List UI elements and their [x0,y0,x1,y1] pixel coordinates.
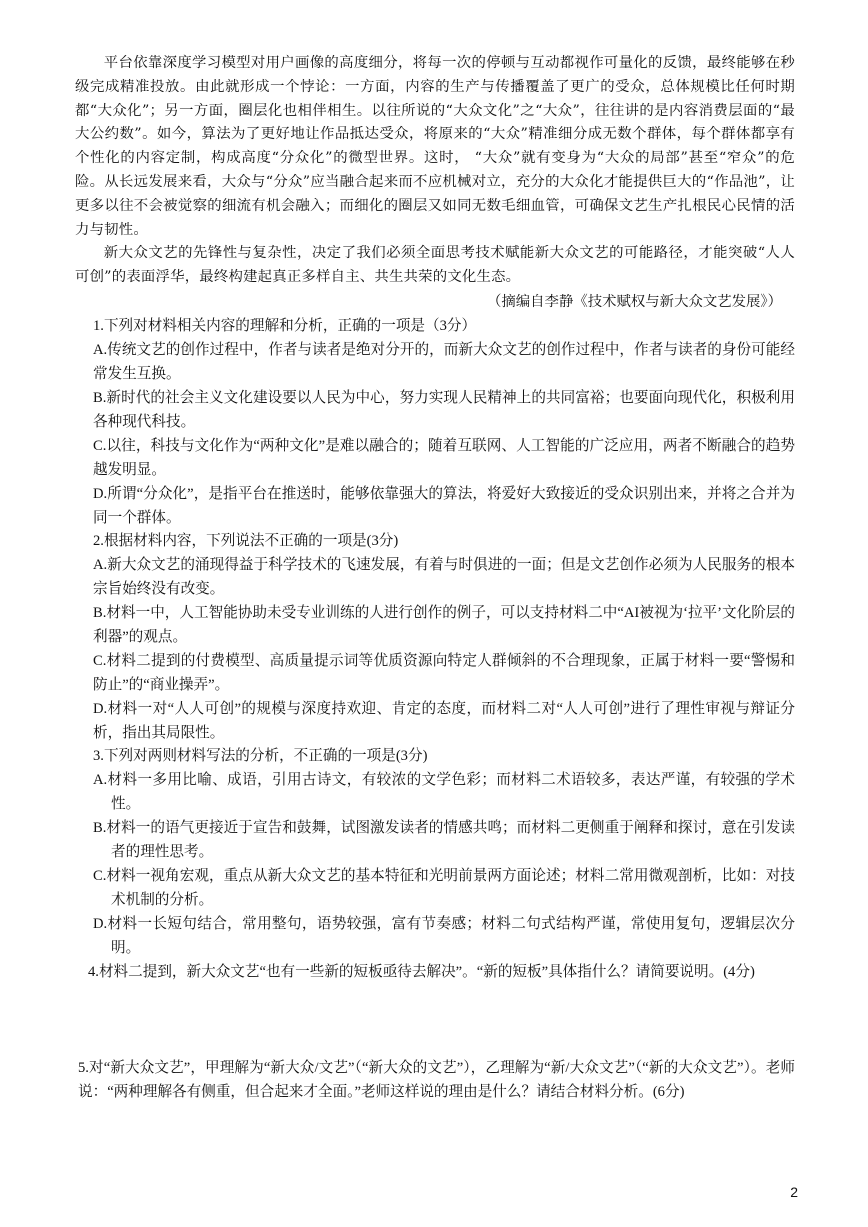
question-3-option-c: C.材料一视角宏观，重点从新大众文艺的基本特征和光明前景两方面论述；材料二常用微观剖析，比如：对技术机制的分析。 [93,868,795,908]
question-3-option-d: D.材料一长短句结合，常用整句，语势较强，富有节奏感；材料二句式结构严谨，常使用复句，逻辑层次分明。 [93,916,795,956]
question-2-option-c: C.材料二提到的付费模型、高质量提示词等优质资源向特定人群倾斜的不合理现象，正属于材料一要“警惕和防止”的“商业操弄”。 [93,653,795,693]
page-number: 2 [790,1184,798,1200]
passage-source: （摘编自李静《技术赋权与新大众文艺发展》） [486,294,782,310]
question-1-option-b: B.新时代的社会主义文化建设要以人民为中心，努力实现人民精神上的共同富裕；也要面向现代化，积极利用各种现代科技。 [93,390,795,430]
question-4-stem: 4.材料二提到，新大众文艺“也有一些新的短板亟待去解决”。“新的短板”具体指什么？请简要说明。(4分) [88,964,755,980]
question-5-stem: 5.对“新大众文艺”，甲理解为“新大众/文艺”（“新大众的文艺”），乙理解为“新/大众文艺”（“新的大众文艺”）。老师说：“两种理解各有侧重，但合起来才全面。”老师这样说的理由是什么？请结合材料分析。(6分) [78,1060,795,1100]
question-2-stem: 2.根据材料内容，下列说法不正确的一项是(3分) [93,533,399,549]
question-2-option-d: D.材料一对“人人可创”的规模与深度持欢迎、肯定的态度，而材料二对“人人可创”进行了理性审视与辩证分析，指出其局限性。 [93,701,795,741]
question-3-option-b: B.材料一的语气更接近于宣告和鼓舞，试图激发读者的情感共鸣；而材料二更侧重于阐释和探讨，意在引发读者的理性思考。 [93,820,795,860]
question-1-option-c: C.以往，科技与文化作为“两种文化”是难以融合的；随着互联网、人工智能的广泛应用，两者不断融合的趋势越发明显。 [93,438,795,478]
question-1-option-a: A.传统文艺的创作过程中，作者与读者是绝对分开的，而新大众文艺的创作过程中，作者与读者的身份可能经常发生互换。 [93,342,795,382]
question-1-stem: 1.下列对材料相关内容的理解和分析，正确的一项是（3分） [93,318,477,334]
question-3-stem: 3.下列对两则材料写法的分析，不正确的一项是(3分) [93,748,428,764]
question-3-option-a: A.材料一多用比喻、成语，引用古诗文，有较浓的文学色彩；而材料二术语较多，表达严谨，有较强的学术性。 [93,772,795,812]
passage-paragraph-2: 新大众文艺的先锋性与复杂性，决定了我们必须全面思考技术赋能新大众文艺的可能路径，才能突破“人人可创”的表面浮华，最终构建起真正多样自主、共生共荣的文化生态。 [75,245,795,285]
question-1-option-d: D.所谓“分众化”，是指平台在推送时，能够依靠强大的算法，将爱好大致接近的受众识别出来，并将之合并为同一个群体。 [93,486,795,526]
question-2-option-a: A.新大众文艺的涌现得益于科学技术的飞速发展，有着与时俱进的一面；但是文艺创作必须为人民服务的根本宗旨始终没有改变。 [93,557,795,597]
passage-paragraph-1: 平台依靠深度学习模型对用户画像的高度细分，将每一次的停顿与互动都视作可量化的反馈，最终能够在秒级完成精准投放。由此就形成一个悖论：一方面，内容的生产与传播覆盖了更广的受众，总体规模比任何时期都“大众化”；另一方面，圈层化也相伴相生。以往所说的“大众文化”之“大众”，往往讲的是内容消费层面的“最大公约数”。如今，算法为了更好地让作品抵达受众，将原来的“大众”精准细分成无数个群体，每个群体都享有个性化的内容定制，构成高度“分众化”的微型世界。这时， “大众”就有变身为“大众的局部”甚至“窄众”的危险。从长远发展来看，大众与“分众”应当融合起来而不应机械对立，充分的大众化才能提供巨大的“作品池”，让更多以往不会被觉察的细流有机会融入；而细化的圈层又如同无数毛细血管，可确保文艺生产扎根民心民情的活力与韧性。 [75,55,795,238]
question-2-option-b: B.材料一中，人工智能协助未受专业训练的人进行创作的例子，可以支持材料二中“AI被视为‘拉平’文化阶层的利器”的观点。 [93,605,795,645]
